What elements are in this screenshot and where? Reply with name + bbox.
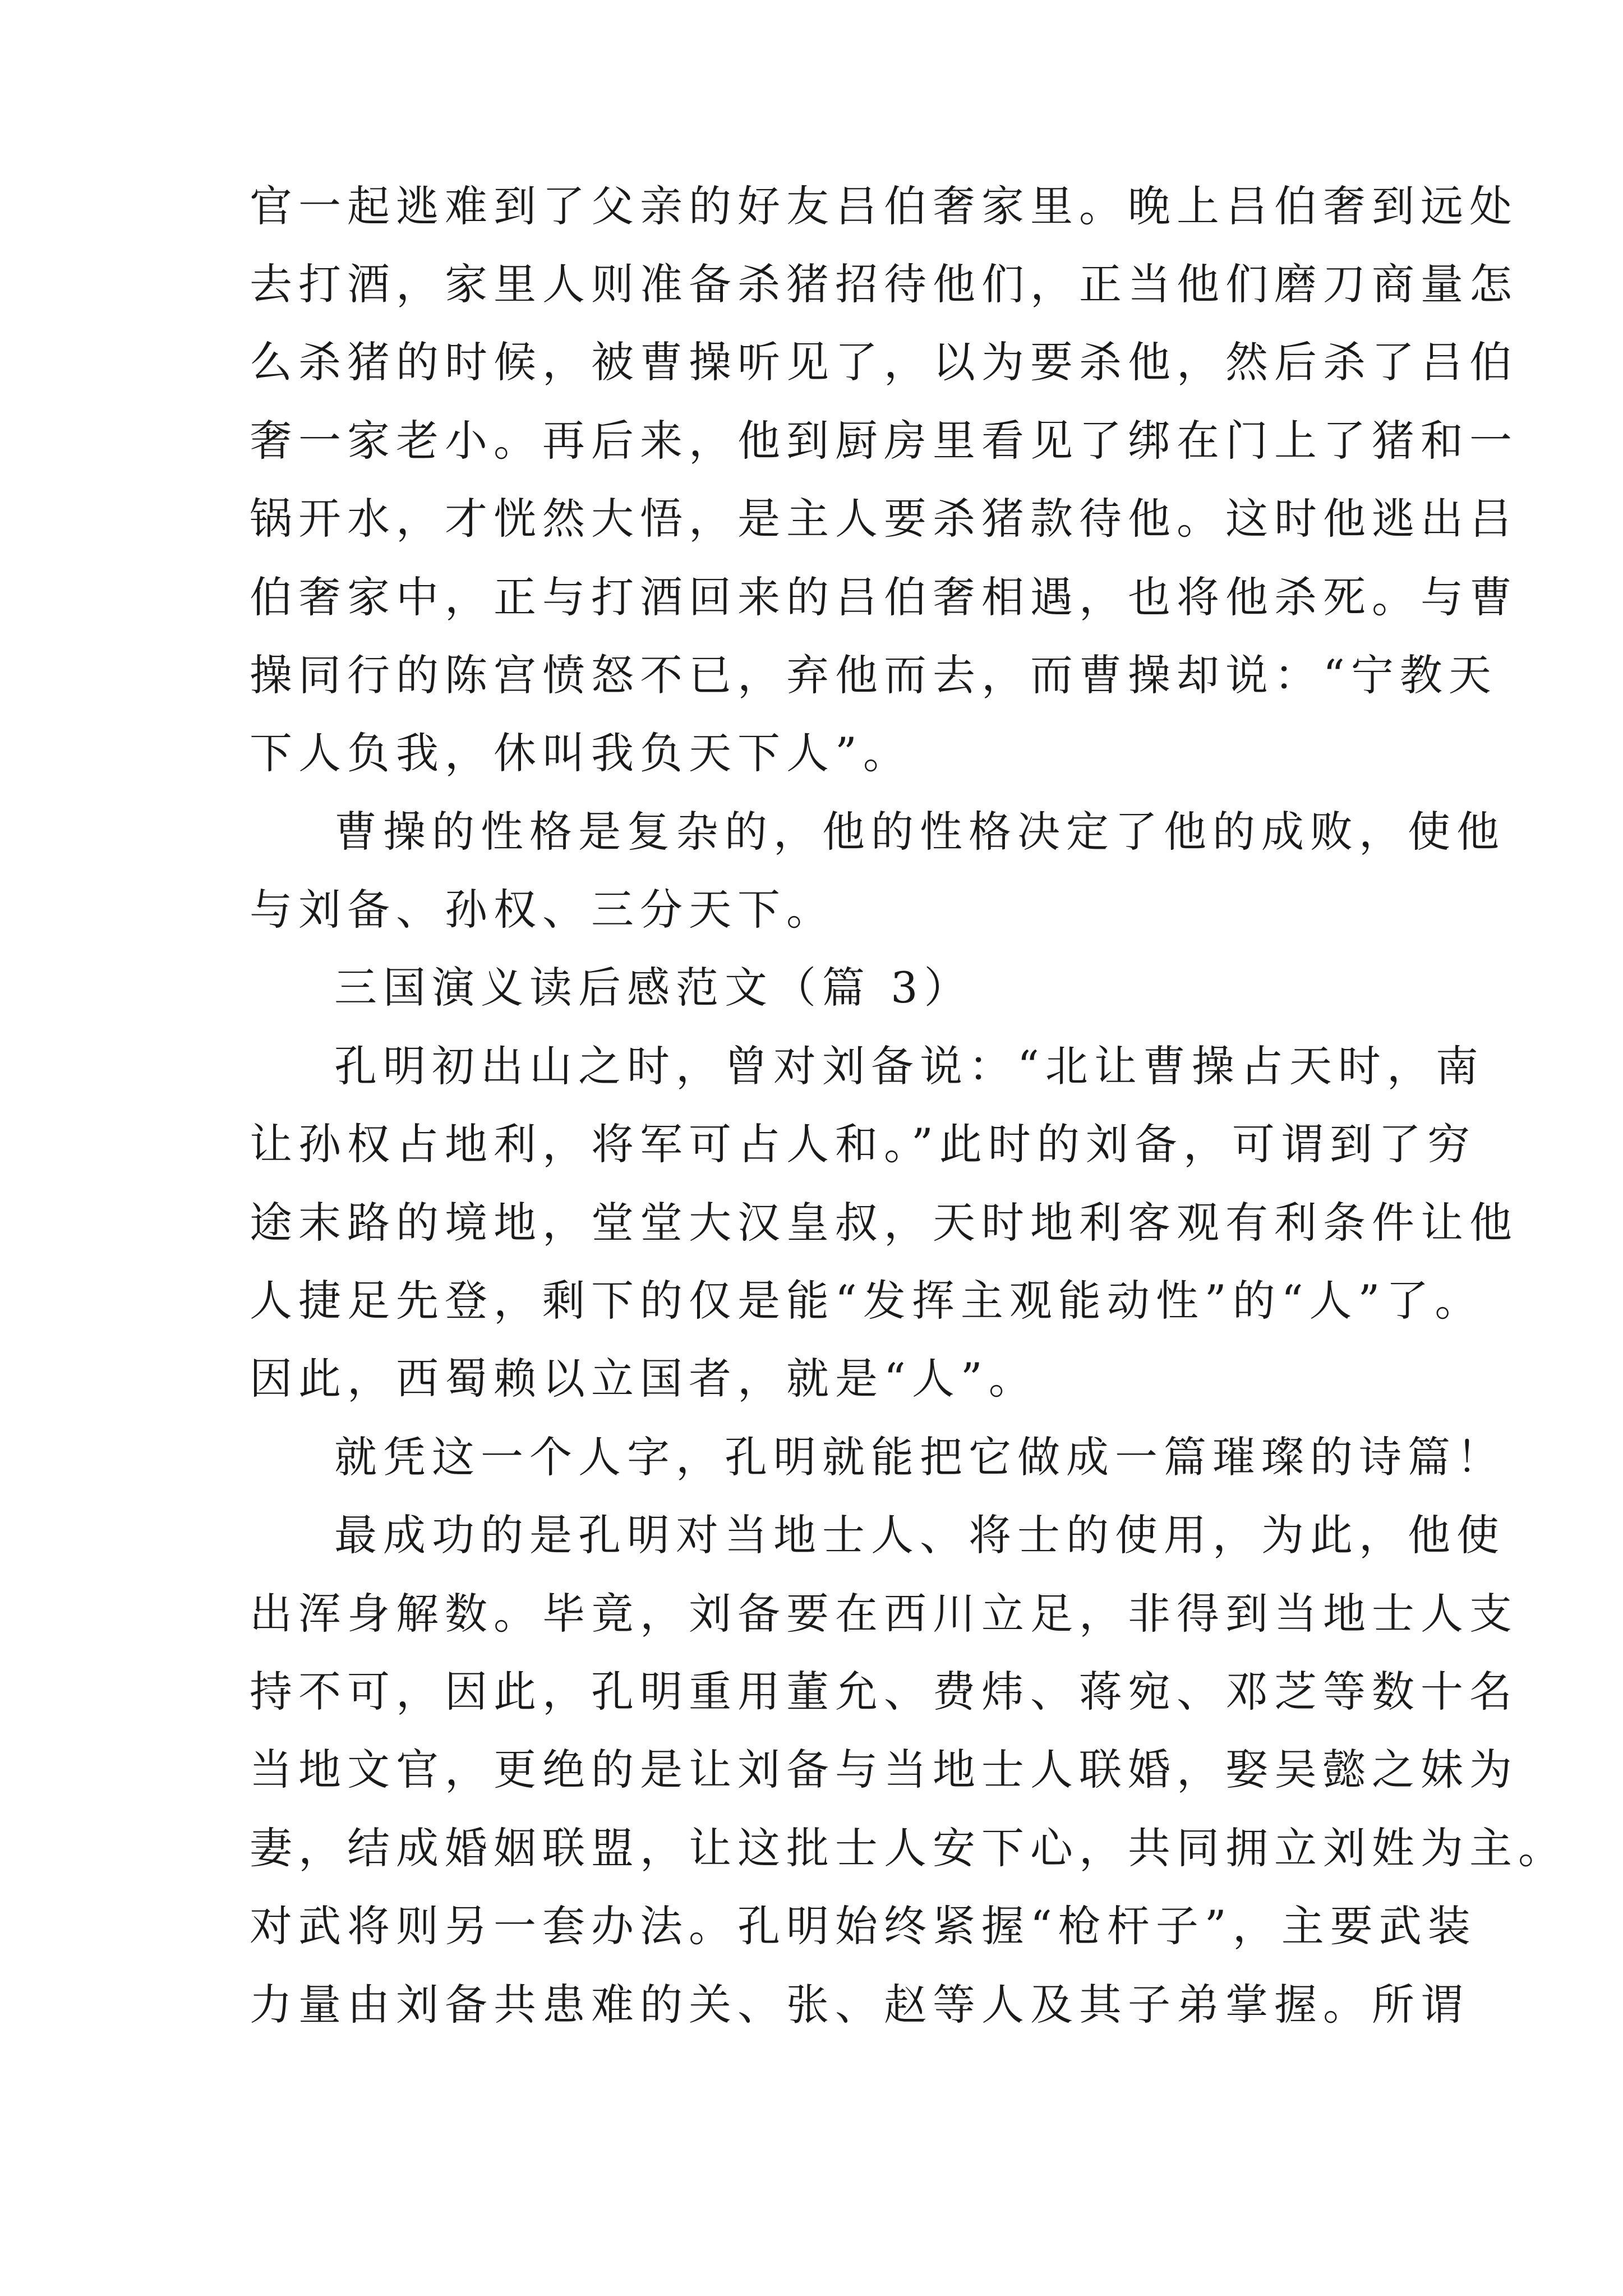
text-line: 操同行的陈宫愤怒不已，弃他而去，而曹操却说：“宁教天	[250, 650, 1497, 700]
paragraph-first-line: 曹操的性格是复杂的，他的性格决定了他的成败，使他	[334, 807, 1505, 857]
text-line: 对武将则另一套办法。孔明始终紧握“枪杆子”，主要武装	[250, 1901, 1477, 1951]
text-line: 出浑身解数。毕竟，刘备要在西川立足，非得到当地士人支	[250, 1589, 1518, 1639]
text-line: 下人负我，休叫我负天下人”。	[250, 728, 912, 778]
text-line: 去打酒，家里人则准备杀猪招待他们，正当他们磨刀商量怎	[250, 259, 1518, 309]
paragraph-first-line: 孔明初出山之时，曾对刘备说：“北让曹操占天时，南	[334, 1041, 1484, 1091]
text-line: 奢一家老小。再后来，他到厨房里看见了绑在门上了猪和一	[250, 416, 1518, 466]
text-line: 持不可，因此，孔明重用董允、费炜、蒋宛、邓芝等数十名	[250, 1667, 1518, 1717]
text-line: 人捷足先登，剩下的仅是能“发挥主观能动性”的“人”了。	[250, 1276, 1484, 1326]
text-line: 途末路的境地，堂堂大汉皇叔，天时地利客观有利条件让他	[250, 1198, 1518, 1248]
text-line: 锅开水，才恍然大悟，是主人要杀猪款待他。这时他逃出吕	[250, 494, 1518, 544]
text-line: 当地文官，更绝的是让刘备与当地士人联婚，娶吴懿之妹为	[250, 1745, 1518, 1795]
text-line: 官一起逃难到了父亲的好友吕伯奢家里。晚上吕伯奢到远处	[250, 181, 1518, 231]
text-line: 妻，结成婚姻联盟，让这批士人安下心，共同拥立刘姓为主。	[250, 1823, 1567, 1873]
text-line: 让孙权占地利，将军可占人和。”此时的刘备，可谓到了穷	[250, 1119, 1476, 1169]
paragraph-first-line: 就凭这一个人字，孔明就能把它做成一篇璀璨的诗篇！	[334, 1432, 1505, 1482]
text-line: 因此，西蜀赖以立国者，就是“人”。	[250, 1354, 1038, 1404]
text-line: 么杀猪的时候，被曹操听见了，以为要杀他，然后杀了吕伯	[250, 337, 1518, 387]
text-line: 力量由刘备共患难的关、张、赵等人及其子弟掌握。所谓	[250, 1980, 1469, 2030]
text-line: 伯奢家中，正与打酒回来的吕伯奢相遇，也将他杀死。与曹	[250, 572, 1518, 622]
section-heading: 三国演义读后感范文（篇 3）	[334, 963, 973, 1013]
paragraph-first-line: 最成功的是孔明对当地士人、将士的使用，为此，他使	[334, 1510, 1505, 1560]
text-line: 与刘备、孙权、三分天下。	[250, 885, 835, 935]
